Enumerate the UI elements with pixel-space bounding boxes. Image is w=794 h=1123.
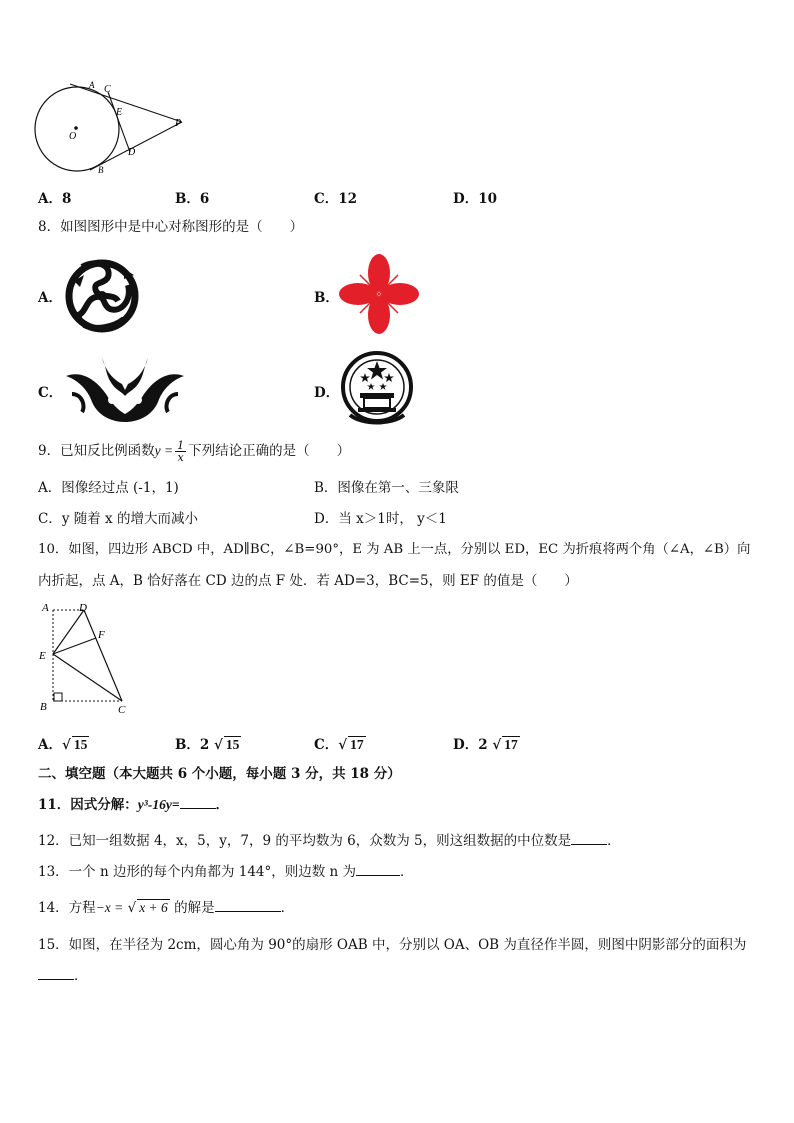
q10-stem-line1: 10．如图，四边形 ABCD 中，AD∥BC，∠B=90°，E 为 AB 上一点，分别以 ED，EC 为折痕将两个角（∠A，∠B）向 [38, 542, 751, 557]
q8-national-emblem-image [338, 347, 416, 429]
q13 [38, 863, 414, 881]
q7-option-b[interactable]: B．6 [175, 191, 210, 207]
q12-answer-blank[interactable] [571, 832, 607, 845]
q8-red-flower-image [338, 253, 420, 335]
q9-fraction-den: x [177, 451, 184, 464]
q9-option-c[interactable]: C．y 随着 x 的增大而减小 [38, 511, 198, 527]
q14-lhs: −x = [95, 900, 124, 915]
q10-stem-line2: 内折起，点 A，B 恰好落在 CD 边的点 F 处．若 AD=3，BC=5，则 EF 的值是（ ） [38, 573, 578, 589]
q10-option-a[interactable] [38, 733, 89, 753]
q10-option-d-radical-sign: √ [492, 737, 502, 753]
q14-mid: 的解是 [174, 900, 215, 916]
q10-quadrilateral-figure [36, 598, 132, 718]
q10-option-a-label: A． [38, 737, 62, 753]
q10-option-d-coef: 2 [478, 737, 488, 753]
q9-stem-pre: 9．已知反比例函数 [38, 443, 155, 459]
q10-label-c: C [118, 704, 126, 716]
q8-bird-pattern-image [62, 350, 188, 426]
q7-label-b: B [98, 165, 104, 175]
q8-option-b-label[interactable]: B． [314, 290, 339, 306]
q10-option-c[interactable] [314, 733, 366, 753]
q7-label-e: E [116, 107, 123, 118]
q7-label-d: D [128, 147, 136, 158]
q14-answer-blank[interactable] [215, 899, 281, 912]
q15-post: ． [74, 968, 88, 984]
q10-option-b-label: B． [175, 737, 200, 753]
q9-option-b[interactable]: B．图像在第一、三象限 [314, 480, 459, 496]
q10-option-b-coef: 2 [199, 737, 210, 753]
q7-circle-tangent-figure [34, 78, 194, 180]
q7-option-a[interactable]: A．8 [38, 191, 72, 207]
q12-text: 12．已知一组数据 4，x，5，y，7，9 的平均数为 6，众数为 5，则这组数据的中位数是 [38, 833, 572, 849]
q10-option-b[interactable] [175, 733, 241, 753]
q11-post: ． [215, 797, 230, 813]
q12 [38, 832, 621, 850]
q7-option-c[interactable]: C．12 [314, 191, 358, 207]
q9-stem-post: 下列结论正确的是（ ） [188, 443, 351, 459]
q8-option-d-label[interactable]: D． [314, 385, 340, 401]
q14-pre: 14．方程 [38, 900, 96, 916]
q14-post: ． [280, 900, 295, 916]
q8-stem: 8．如图图形中是中心对称图形的是（ ） [38, 219, 304, 235]
q10-label-f: F [98, 629, 105, 641]
q10-option-c-label: C． [314, 737, 339, 753]
q7-label-a: A [89, 80, 95, 90]
q10-option-c-radicand: 17 [350, 737, 364, 752]
q10-option-d[interactable] [453, 733, 520, 753]
q9-fraction-num: 1 [177, 439, 185, 452]
q7-option-d[interactable]: D．10 [453, 191, 497, 207]
q11-expr: y³-16y= [137, 797, 180, 812]
q13-text: 13．一个 n 边形的每个内角都为 144°，则边数 n 为 [38, 864, 357, 880]
q9-option-d[interactable]: D．当 x＞1时， y＜1 [314, 511, 447, 527]
q11-answer-blank[interactable] [180, 796, 216, 809]
q13-post: ． [400, 864, 414, 880]
q8-dragon-ring-image [62, 255, 142, 335]
q10-option-a-radical-sign: √ [61, 737, 71, 753]
q14-radicand: x + 6 [139, 900, 168, 915]
q12-post: ． [607, 833, 621, 849]
q10-label-a: A [42, 602, 49, 614]
q10-option-d-label: D． [453, 737, 479, 753]
q7-label-c: C [104, 84, 111, 95]
q14-radical-sign: √ [127, 900, 137, 916]
q7-label-o: O [69, 131, 77, 142]
q15-line1: 15．如图，在半径为 2cm，圆心角为 90°的扇形 OAB 中，分别以 OA、OB 为直径作半圆，则图中阴影部分的面积为 [38, 937, 747, 953]
q10-label-e: E [39, 650, 46, 662]
q8-option-a-label[interactable]: A． [38, 290, 62, 306]
q9-fraction [175, 440, 186, 463]
q13-answer-blank[interactable] [356, 863, 400, 876]
q10-option-a-radicand: 15 [73, 737, 88, 752]
q10-label-b: B [40, 701, 47, 713]
q14 [38, 899, 294, 917]
q7-label-p: P [175, 118, 182, 129]
q8-option-c-label[interactable]: C． [38, 385, 63, 401]
q10-option-b-radicand: 15 [225, 737, 240, 752]
section-2-heading: 二、填空题（本大题共 6 个小题，每小题 3 分，共 18 分） [38, 766, 401, 782]
q10-label-d: D [79, 602, 87, 614]
q11 [38, 796, 229, 814]
q15-line2 [38, 967, 88, 985]
q10-option-d-radicand: 17 [504, 737, 518, 752]
q9-fn-lhs: y = [154, 443, 174, 458]
q10-option-b-radical-sign: √ [214, 737, 223, 753]
q10-option-c-radical-sign: √ [338, 737, 348, 753]
q15-answer-blank[interactable] [38, 967, 74, 980]
q9-option-a[interactable]: A．图像经过点 (-1，1) [38, 480, 179, 496]
q11-pre: 11．因式分解： [38, 797, 138, 813]
q9-stem [38, 440, 350, 463]
